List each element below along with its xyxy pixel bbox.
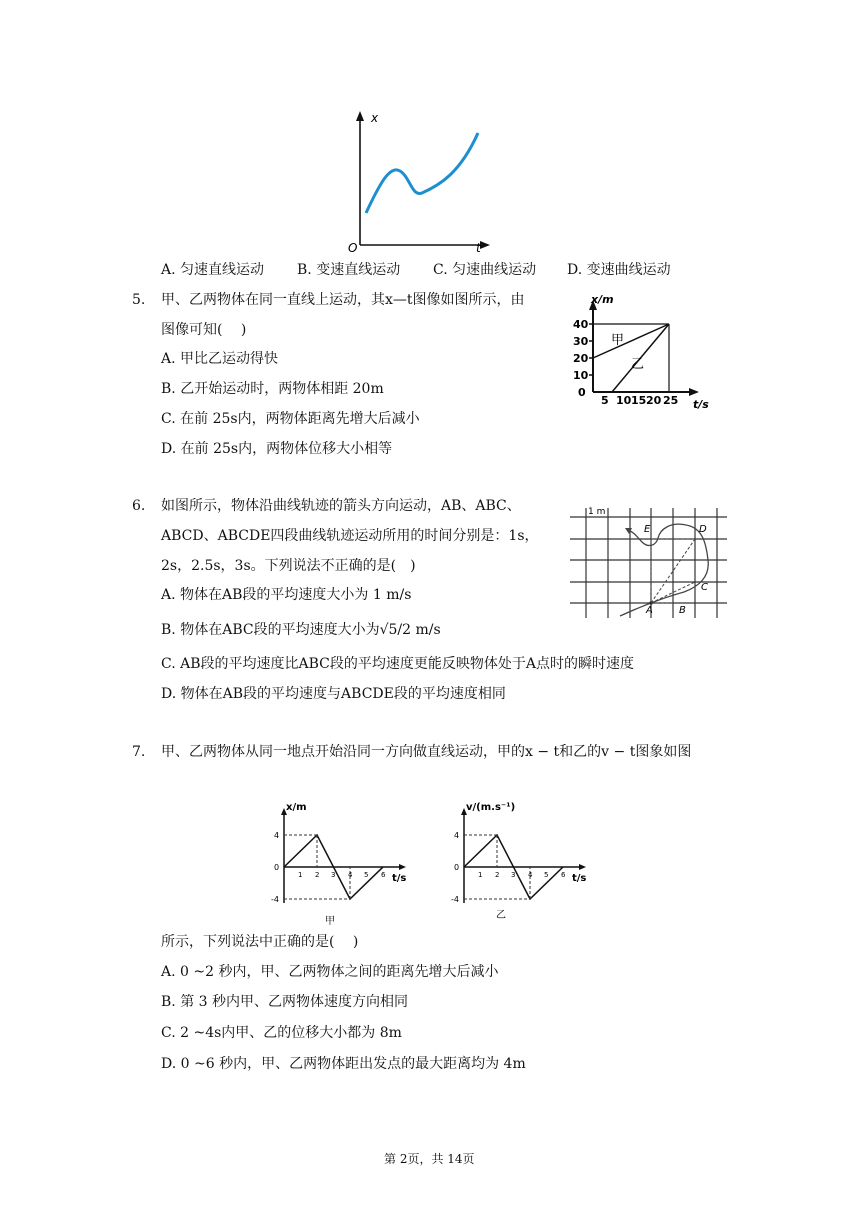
q5-stem-line1: 甲、乙两物体在同一直线上运动，其x—t图像如图所示，由 (161, 292, 525, 308)
q7-stem-line2: 所示，下列说法中正确的是( ) (161, 934, 359, 950)
q6-stem-line1: 如图所示，物体沿曲线轨迹的箭头方向运动，AB、ABC、 (161, 498, 521, 514)
q5-y-tick: 0 (578, 386, 586, 399)
q5-xt-graph (565, 292, 715, 412)
q7-left-y-tick: 4 (274, 831, 280, 840)
q5-option-b[interactable]: B. 乙开始运动时，两物体相距 20m (161, 381, 384, 397)
q7-left-x-tick: 2 (315, 871, 320, 879)
q6-point-label: C (701, 582, 708, 593)
q5-y-tick: 20 (573, 352, 589, 365)
q7-left-x-tick: 4 (348, 871, 353, 879)
q4-xt-graph (330, 105, 500, 255)
q5-stem-line2: 图像可知( ) (161, 322, 247, 338)
q7-right-x-tick: 1 (478, 871, 483, 879)
q7-right-y-tick: -4 (451, 895, 459, 904)
q5-x-tick: 20 (646, 394, 662, 407)
option-text: 变速直线运动 (316, 262, 401, 278)
option-letter: D. (567, 262, 583, 278)
q7-right-caption: 乙 (496, 910, 506, 921)
q6-option-d[interactable]: D. 物体在AB段的平均速度与ABCDE段的平均速度相同 (161, 686, 506, 702)
q7-right-x-tick: 5 (544, 871, 549, 879)
q7-left-y-tick: -4 (271, 895, 279, 904)
q7-right-x-tick: 3 (511, 871, 516, 879)
option-letter: B. (297, 262, 312, 278)
q7-right-y-label: v/(m.s⁻¹) (466, 802, 516, 813)
q4-origin-label: O (348, 241, 358, 255)
q7-left-caption: 甲 (325, 916, 335, 927)
q6-trajectory-graph (562, 502, 732, 622)
q7-option-d[interactable]: D. 0 ~6 秒内，甲、乙两物体距出发点的最大距离均为 4m (161, 1056, 526, 1072)
q5-x-tick: 15 (631, 394, 647, 407)
q7-right-x-label: t/s (572, 873, 587, 884)
q7-right-x-tick: 4 (528, 871, 533, 879)
q6-stem-line2: ABCD、ABCDE四段曲线轨迹运动所用的时间分别是：1s， (161, 528, 539, 544)
q7-left-x-tick: 3 (331, 871, 336, 879)
option-text: 匀速直线运动 (180, 262, 265, 278)
q6-option-c[interactable]: C. AB段的平均速度比ABC段的平均速度更能反映物体处于A点时的瞬时速度 (161, 656, 635, 672)
q7-right-y-tick: 4 (454, 831, 460, 840)
q7-option-c[interactable]: C. 2 ~4s内甲、乙的位移大小都为 8m (161, 1025, 402, 1041)
q7-graph-yi-vt (448, 797, 598, 932)
q6-option-b[interactable]: B. 物体在ABC段的平均速度大小为√5/2 m/s (161, 622, 441, 638)
q7-graph-jia-xt (268, 797, 418, 932)
q5-y-tick: 30 (573, 335, 589, 348)
q5-line-label: 甲 (611, 333, 625, 348)
q7-left-x-tick: 6 (381, 871, 386, 879)
q5-option-c[interactable]: C. 在前 25s内，两物体距离先增大后减小 (161, 411, 420, 427)
q6-scale-label: 1 m (588, 507, 606, 517)
q5-y-tick: 40 (573, 318, 589, 331)
q7-option-a[interactable]: A. 0 ~2 秒内，甲、乙两物体之间的距离先增大后减小 (161, 964, 499, 980)
q4-option-d[interactable] (567, 260, 671, 280)
option-letter: C. (433, 262, 448, 278)
q5-y-axis-label: x/m (591, 293, 614, 306)
q7-left-y-label: x/m (286, 802, 307, 813)
q6-point-label: A (646, 605, 653, 616)
q4-option-b[interactable] (297, 260, 400, 280)
q4-option-a[interactable] (161, 260, 264, 280)
q7-stem-line1: 甲、乙两物体从同一地点开始沿同一方向做直线运动，甲的x − t和乙的v − t图象如图 (161, 744, 692, 760)
q4-y-axis-label: x (371, 111, 379, 125)
q6-point-label: D (699, 524, 707, 535)
q6-number: 6. (132, 498, 146, 514)
q6-stem-line3: 2s，2.5s，3s。下列说法不正确的是( ) (161, 558, 416, 574)
q5-x-tick: 25 (663, 394, 679, 407)
q7-left-x-label: t/s (392, 873, 407, 884)
option-text: 变速曲线运动 (586, 262, 671, 278)
q4-option-c[interactable] (433, 260, 536, 280)
q7-left-y-tick: 0 (274, 863, 280, 872)
q7-left-x-tick: 1 (298, 871, 303, 879)
option-text: 匀速曲线运动 (452, 262, 537, 278)
q7-option-b[interactable]: B. 第 3 秒内甲、乙两物体速度方向相同 (161, 994, 409, 1010)
q5-x-tick: 10 (616, 394, 632, 407)
q5-y-tick: 10 (573, 369, 589, 382)
q6-option-a[interactable]: A. 物体在AB段的平均速度大小为 1 m/s (161, 587, 412, 603)
q5-number: 5. (132, 292, 146, 308)
q7-right-x-tick: 2 (495, 871, 500, 879)
q7-right-y-tick: 0 (454, 863, 460, 872)
q5-line-label: 乙 (631, 357, 645, 372)
q5-x-axis-label: t/s (693, 398, 709, 411)
q4-x-axis-label: t (476, 241, 481, 255)
q7-right-x-tick: 6 (561, 871, 566, 879)
q7-number: 7. (132, 744, 146, 760)
page-footer: 第 2页，共 14页 (384, 1152, 475, 1166)
q7-left-x-tick: 5 (364, 871, 369, 879)
q6-point-label: B (679, 605, 686, 616)
q5-option-a[interactable]: A. 甲比乙运动得快 (161, 351, 279, 367)
q5-x-tick: 5 (601, 394, 609, 407)
option-letter: A. (161, 262, 176, 278)
q5-option-d[interactable]: D. 在前 25s内，两物体位移大小相等 (161, 441, 393, 457)
q6-point-label: E (644, 524, 651, 535)
